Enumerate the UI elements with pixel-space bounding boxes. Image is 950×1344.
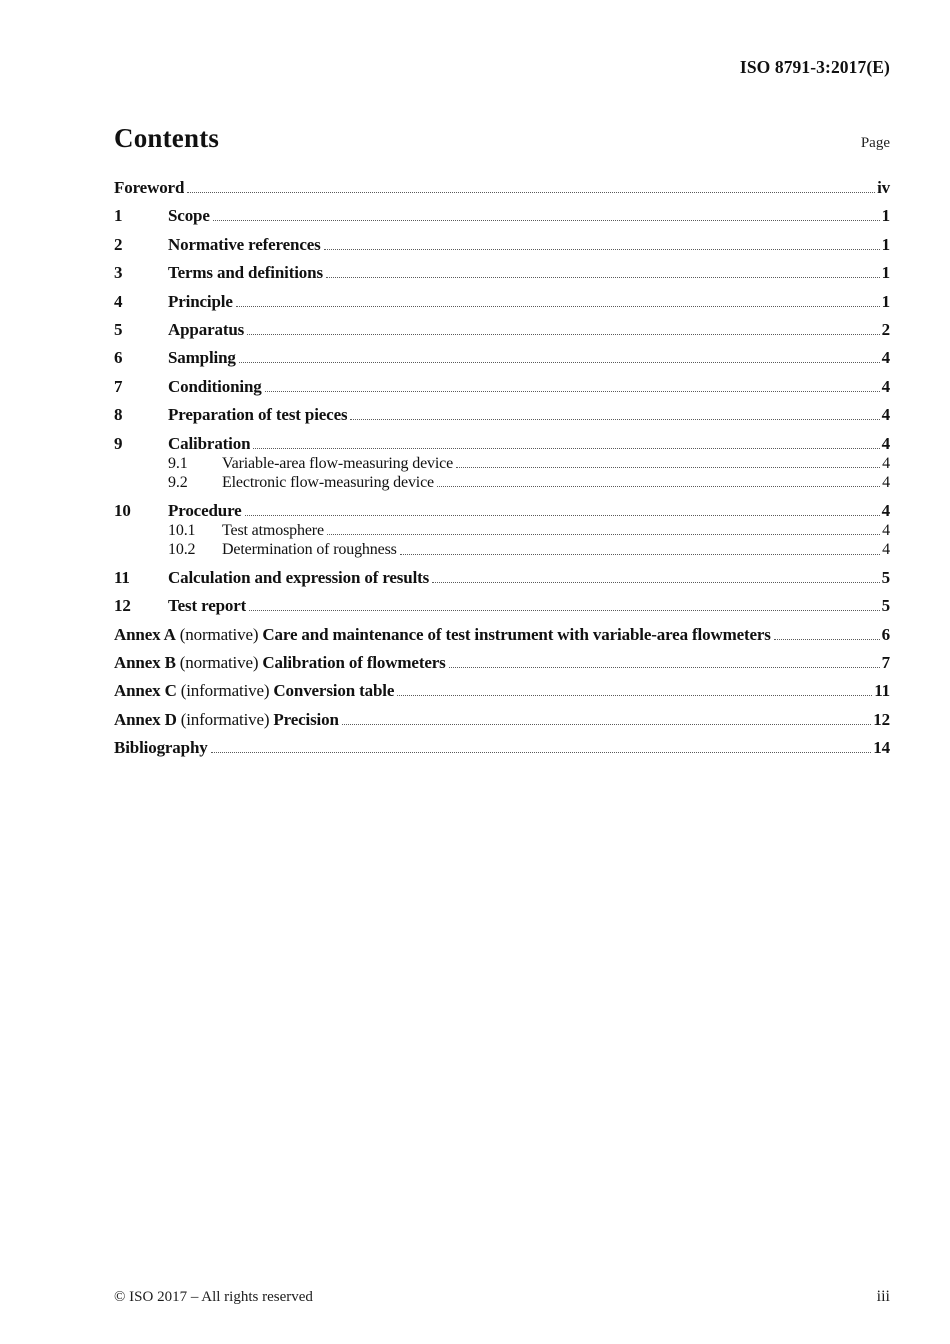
toc-entry-page: 6	[881, 624, 890, 644]
toc-entry[interactable]	[114, 348, 890, 368]
dot-leader	[456, 467, 880, 468]
toc-entry-number: 9	[114, 433, 123, 453]
toc-entry-label: Preparation of test pieces	[168, 405, 348, 425]
toc-entry[interactable]	[114, 235, 890, 255]
toc-entry-page: 4	[882, 521, 890, 539]
toc-entry-number: 10.1	[168, 521, 196, 539]
toc-entry-number: 7	[114, 376, 123, 396]
toc-annex-prefix: Annex B	[114, 653, 176, 673]
toc-annex-qualifier: (normative)	[179, 624, 259, 644]
dot-leader	[245, 515, 880, 516]
toc-entry[interactable]	[114, 540, 890, 559]
toc-entry[interactable]	[114, 625, 890, 645]
toc-entry-page: 11	[874, 681, 890, 701]
toc-entry-number: 9.2	[168, 473, 188, 491]
dot-leader	[247, 334, 880, 335]
toc-entry-label: Sampling	[168, 348, 236, 368]
document-header	[114, 57, 890, 77]
dot-leader	[449, 667, 880, 668]
toc-entry-label: Procedure	[168, 500, 242, 520]
toc-entry-number: 1	[114, 206, 123, 226]
toc-entry-label: Test atmosphere	[222, 521, 324, 539]
dot-leader	[265, 391, 880, 392]
toc-entry-label: Bibliography	[114, 738, 208, 758]
toc-entry-label: Principle	[168, 291, 233, 311]
toc-entry[interactable]	[114, 710, 890, 730]
toc-entry-label: Normative references	[168, 234, 321, 254]
toc-entry-label: Conditioning	[168, 376, 262, 396]
toc-entry-number: 10.2	[168, 541, 196, 559]
dot-leader	[236, 306, 880, 307]
dot-leader	[342, 724, 872, 725]
dot-leader	[350, 419, 879, 420]
contents-title-row	[114, 123, 890, 154]
toc-entry-page: 1	[881, 206, 890, 226]
doc-reference: ISO 8791-3:2017(E)	[739, 57, 890, 77]
toc-entry[interactable]	[114, 596, 890, 616]
toc-entry-label: Calculation and expression of results	[168, 567, 430, 587]
toc-entry-number: 11	[114, 567, 130, 587]
toc-list	[114, 178, 890, 758]
toc-entry[interactable]	[114, 501, 890, 521]
dot-leader	[239, 362, 880, 363]
toc-entry-label: Foreword	[114, 178, 185, 197]
copyright-notice: © ISO 2017 – All rights reserved	[114, 1289, 313, 1305]
toc-entry-page: 1	[881, 234, 890, 254]
toc-entry[interactable]	[114, 263, 890, 283]
toc-annex-prefix: Annex C	[114, 681, 177, 701]
toc-entry-number: 9.1	[168, 454, 188, 472]
toc-entry-page: 12	[873, 709, 890, 729]
dot-leader	[774, 639, 880, 640]
toc-annex-prefix: Annex A	[114, 624, 176, 644]
toc-entry-page: 4	[881, 500, 890, 520]
toc-entry-page: iv	[877, 178, 890, 197]
toc-entry-page: 4	[882, 454, 890, 472]
folio-page-number: iii	[876, 1288, 890, 1305]
dot-leader	[187, 192, 875, 193]
toc-entry-number: 5	[114, 319, 123, 339]
toc-entry-label: Variable-area flow-measuring device	[222, 454, 454, 472]
toc-entry-number: 4	[114, 291, 123, 311]
toc-entry-label: Care and maintenance of test instrument with variable-area flowmeters	[262, 624, 771, 644]
toc-entry-number: 3	[114, 263, 123, 283]
toc-entry-page: 4	[881, 405, 890, 425]
toc-entry[interactable]	[114, 568, 890, 588]
toc-entry-label: Calibration of flowmeters	[262, 653, 446, 673]
page-footer	[114, 1288, 890, 1306]
toc-entry[interactable]	[114, 434, 890, 454]
dot-leader	[211, 752, 872, 753]
toc-entry[interactable]	[114, 681, 890, 701]
dot-leader	[432, 582, 880, 583]
toc-entry-label: Test report	[168, 596, 247, 616]
dot-leader	[213, 220, 880, 221]
dot-leader	[326, 277, 880, 278]
toc-entry[interactable]	[114, 377, 890, 397]
toc-entry-page: 5	[881, 567, 890, 587]
toc-entry-page: 1	[881, 291, 890, 311]
toc-entry-number: 6	[114, 348, 123, 368]
toc-entry-label: Calibration	[168, 433, 251, 453]
toc-entry[interactable]	[114, 292, 890, 312]
toc-entry-page: 14	[873, 738, 890, 758]
toc-entry-number: 2	[114, 234, 123, 254]
dot-leader	[327, 534, 880, 535]
toc-entry-label: Determination of roughness	[222, 541, 397, 559]
toc-entry-page: 4	[881, 376, 890, 396]
toc-entry-page: 4	[882, 541, 890, 559]
toc-entry-number: 12	[114, 596, 131, 616]
toc-annex-qualifier: (normative)	[179, 653, 259, 673]
toc-entry[interactable]	[114, 206, 890, 226]
toc-entry[interactable]	[114, 473, 890, 492]
toc-entry[interactable]	[114, 320, 890, 340]
toc-entry[interactable]	[114, 454, 890, 473]
toc-entry-label: Electronic flow-measuring device	[222, 473, 434, 491]
toc-annex-qualifier: (informative)	[180, 681, 270, 701]
dot-leader	[397, 695, 872, 696]
page-column-label: Page	[860, 135, 890, 151]
toc-entry[interactable]	[114, 653, 890, 673]
toc-entry-page: 4	[881, 348, 890, 368]
toc-entry-page: 5	[881, 596, 890, 616]
toc-annex-qualifier: (informative)	[180, 709, 270, 729]
dot-leader	[324, 249, 880, 250]
toc-entry[interactable]	[114, 405, 890, 425]
dot-leader	[249, 610, 879, 611]
dot-leader	[437, 486, 880, 487]
contents-title: Contents	[114, 123, 220, 153]
toc-entry[interactable]	[114, 738, 890, 758]
toc-entry-page: 7	[881, 653, 890, 673]
toc-entry-page: 4	[882, 473, 890, 491]
toc-entry[interactable]	[114, 178, 890, 198]
toc-entry[interactable]	[114, 521, 890, 540]
toc-entry-page: 4	[881, 433, 890, 453]
toc-entry-number: 10	[114, 500, 131, 520]
dot-leader	[400, 554, 880, 555]
toc-entry-page: 1	[881, 263, 890, 283]
toc-entry-page: 2	[881, 319, 890, 339]
toc-entry-label: Apparatus	[168, 319, 245, 339]
toc-annex-prefix: Annex D	[114, 709, 177, 729]
toc-entry-number: 8	[114, 405, 123, 425]
toc-entry-label: Scope	[168, 206, 210, 226]
dot-leader	[253, 448, 879, 449]
toc-entry-label: Terms and definitions	[168, 263, 323, 283]
toc-entry-label: Precision	[273, 709, 339, 729]
toc-entry-label: Conversion table	[273, 681, 395, 701]
